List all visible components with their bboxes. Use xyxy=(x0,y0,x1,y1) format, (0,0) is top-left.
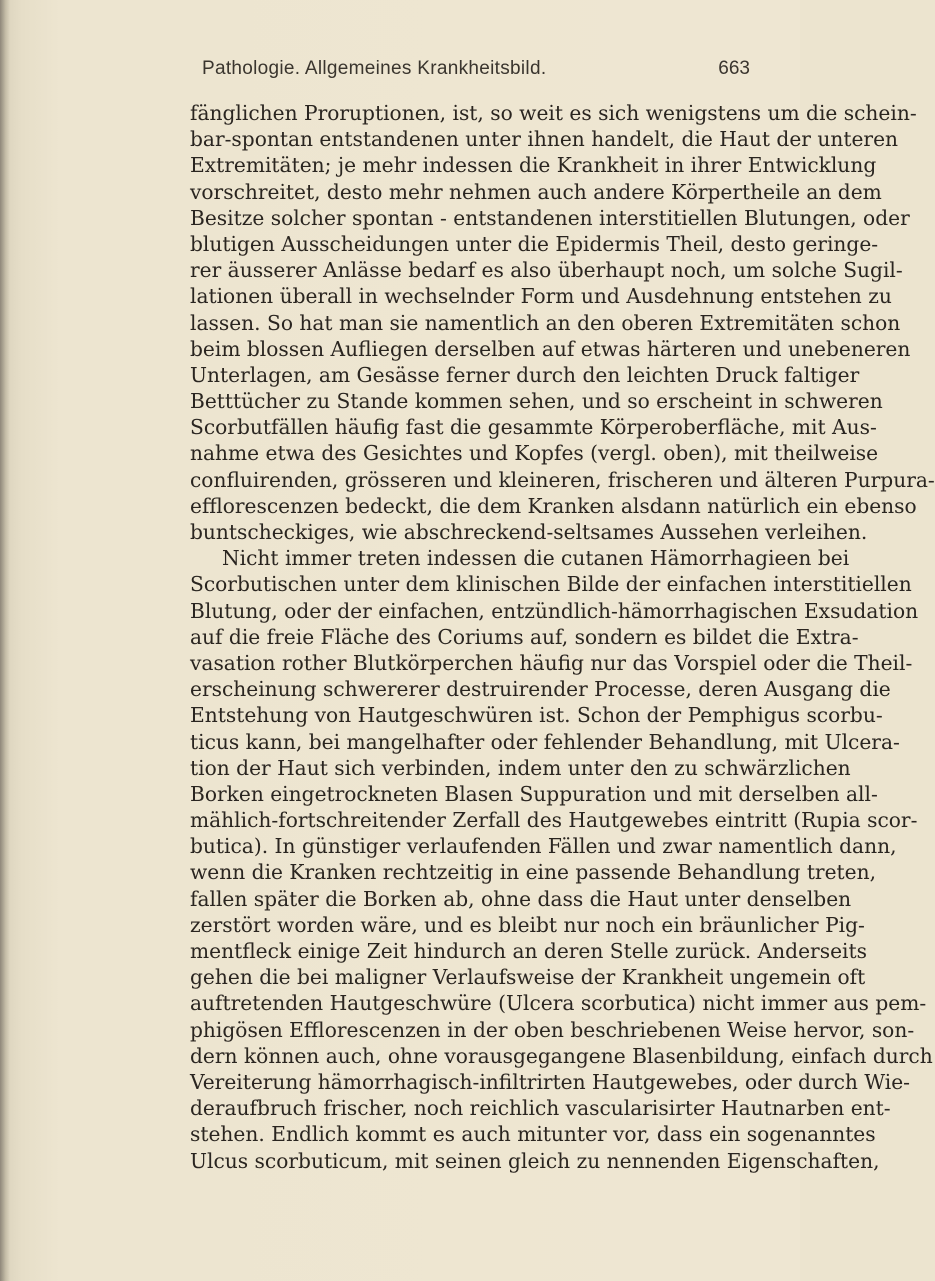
text-line: tion der Haut sich verbinden, indem unter den zu schwärzlichen xyxy=(190,755,851,780)
text-line: Extremitäten; je mehr indessen die Krankheit in ihrer Entwicklung xyxy=(190,153,877,178)
text-line: Betttücher zu Stande kommen sehen, und so erscheint in schweren xyxy=(190,389,883,414)
running-head: Pathologie. Allgemeines Krankheitsbild. xyxy=(202,58,547,79)
page-header xyxy=(140,58,750,88)
text-line: ticus kann, bei mangelhafter oder fehlender Behandlung, mit Ulcera- xyxy=(190,729,900,754)
text-line: bar-spontan entstandenen unter ihnen handelt, die Haut der unteren xyxy=(190,127,899,152)
text-line: Scorbutfällen häufig fast die gesammte Körperoberfläche, mit Aus- xyxy=(190,415,877,440)
text-line-paragraph-end: buntscheckiges, wie abschreckend-seltsames Aussehen verleihen. xyxy=(190,520,868,544)
text-line: lassen. So hat man sie namentlich an den oberen Extremitäten schon xyxy=(190,310,901,335)
text-line: efflorescenzen bedeckt, die dem Kranken alsdann natürlich ein ebenso xyxy=(190,493,917,518)
page-number: 663 xyxy=(718,58,750,79)
text-line: vasation rother Blutkörperchen häufig nur das Vorspiel oder die Theil- xyxy=(190,650,913,675)
text-line: wenn die Kranken rechtzeitig in eine passende Behandlung treten, xyxy=(190,860,877,885)
text-line: Blutung, oder der einfachen, entzündlich-hämorrhagischen Exsudation xyxy=(190,598,919,623)
text-line: fänglichen Proruptionen, ist, so weit es sich wenigstens um die schein- xyxy=(190,101,917,125)
text-line: zerstört worden wäre, und es bleibt nur noch ein bräunlicher Pig- xyxy=(190,912,865,937)
text-line: auf die freie Fläche des Coriums auf, sondern es bildet die Extra- xyxy=(190,624,859,649)
text-line: Unterlagen, am Gesässe ferner durch den leichten Druck faltiger xyxy=(190,362,860,387)
text-line: blutigen Ausscheidungen unter die Epidermis Theil, desto geringe- xyxy=(190,231,879,256)
text-line: Besitze solcher spontan - entstandenen interstitiellen Blutungen, oder xyxy=(190,205,910,230)
text-line: Ulcus scorbuticum, mit seinen gleich zu nennenden Eigenschaften, xyxy=(190,1148,880,1173)
text-line: Scorbutischen unter dem klinischen Bilde der einfachen interstitiellen xyxy=(190,572,912,597)
text-line: lationen überall in wechselnder Form und Ausdehnung entstehen zu xyxy=(190,284,892,309)
text-line-paragraph-start: Nicht immer treten indessen die cutanen Hämorrhagieen bei xyxy=(222,546,850,571)
text-line: vorschreitet, desto mehr nehmen auch andere Körpertheile an dem xyxy=(190,179,882,204)
spine-shadow xyxy=(0,0,10,1281)
text-line: nahme etwa des Gesichtes und Kopfes (vergl. oben), mit theilweise xyxy=(190,441,879,466)
text-line: Borken eingetrockneten Blasen Suppuration und mit derselben all- xyxy=(190,781,878,806)
text-line: rer äusserer Anlässe bedarf es also überhaupt noch, um solche Sugil- xyxy=(190,258,903,283)
text-line: beim blossen Aufliegen derselben auf etwas härteren und unebeneren xyxy=(190,336,911,361)
text-line: auftretenden Hautgeschwüre (Ulcera scorbutica) nicht immer aus pem- xyxy=(190,991,927,1016)
text-line: confluirenden, grösseren und kleineren, frischeren und älteren Purpura- xyxy=(190,467,935,492)
text-line: butica). In günstiger verlaufenden Fällen und zwar namentlich dann, xyxy=(190,834,897,859)
text-line: deraufbruch frischer, noch reichlich vascularisirter Hautnarben ent- xyxy=(190,1096,891,1121)
body-text xyxy=(190,100,935,1174)
text-line: fallen später die Borken ab, ohne dass die Haut unter denselben xyxy=(190,886,852,911)
text-line: dern können auch, ohne vorausgegangene Blasenbildung, einfach durch xyxy=(190,1043,933,1068)
text-line: erscheinung schwererer destruirender Processe, deren Ausgang die xyxy=(190,677,891,702)
text-line: stehen. Endlich kommt es auch mitunter vor, dass ein sogenanntes xyxy=(190,1122,876,1147)
text-line: Vereiterung hämorrhagisch-infiltrirten Hautgewebes, oder durch Wie- xyxy=(190,1069,910,1094)
text-line: mentfleck einige Zeit hindurch an deren Stelle zurück. Anderseits xyxy=(190,939,867,963)
text-line: phigösen Efflorescenzen in der oben beschriebenen Weise hervor, son- xyxy=(190,1017,915,1042)
text-line: Entstehung von Hautgeschwüren ist. Schon der Pemphigus scorbu- xyxy=(190,703,883,728)
text-line: mählich-fortschreitender Zerfall des Hautgewebes eintritt (Rupia scor- xyxy=(190,808,918,833)
text-line: gehen die bei maligner Verlaufsweise der Krankheit ungemein oft xyxy=(190,965,866,990)
